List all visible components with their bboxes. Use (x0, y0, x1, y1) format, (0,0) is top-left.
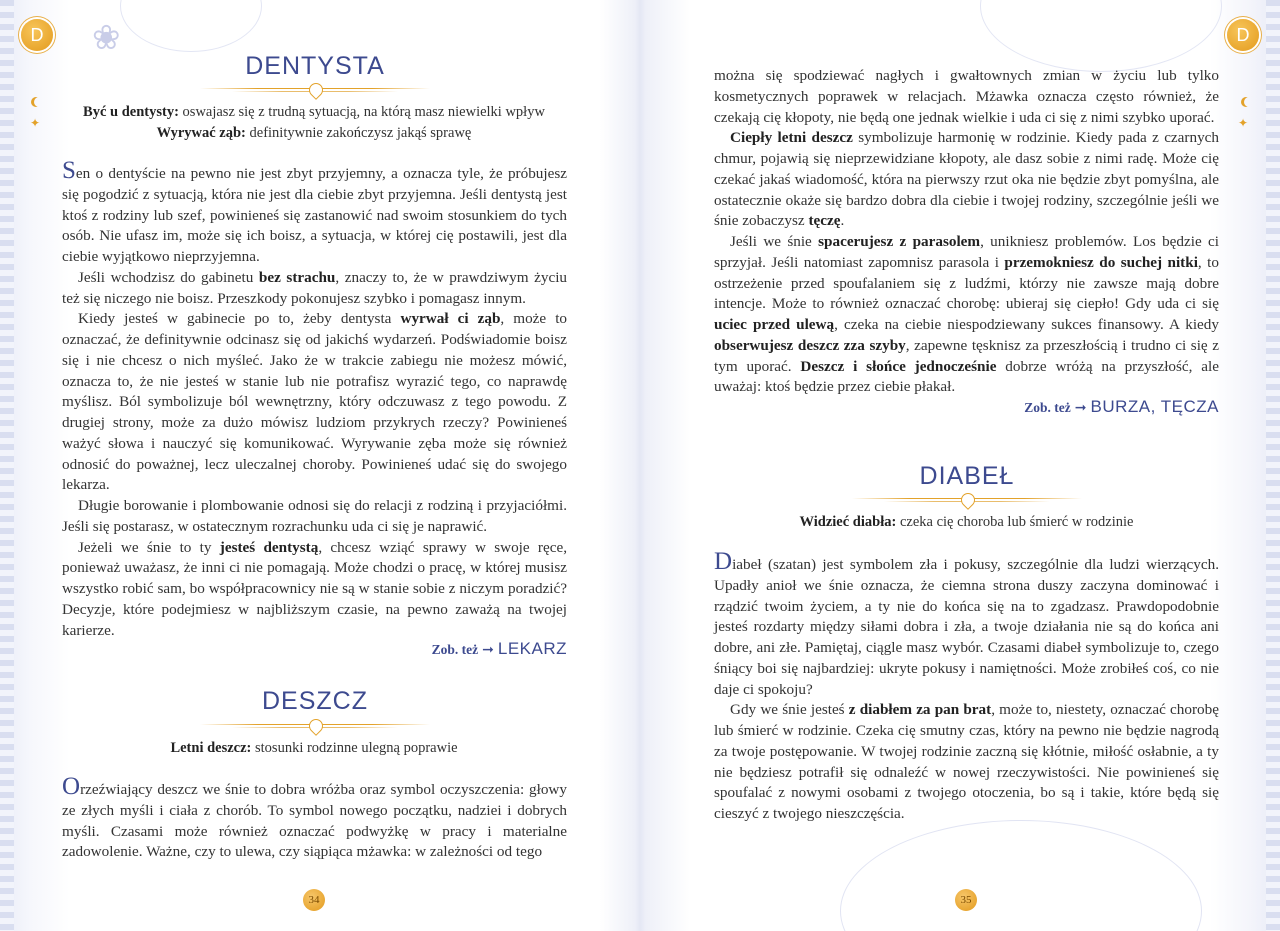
paragraph-text: symbolizuje harmonię w rodzinie. Kiedy pada z czarnych chmur, pojawią się nieprzewidziane kłopoty, ale dasz sobie z nimi radę. Może cię czekać jakaś wiadomość, która na pierwszy rzut oka nie będzie zbyt pomyślna, ale ostatecznie okaże się bardzo dobra dla ciebie i twojej rodziny, szczególnie jeśli we śnie zobaczysz (714, 129, 1219, 230)
paragraph-text: en o dentyście na pewno nie jest zbyt przyjemny, a oznacza tyle, że próbujesz się pogodzić z sytuacją, która nie jest dla ciebie zbyt przyjemna. Jeśli dentystą jest ktoś z rodziny lub szef, powinieneś się zastanowić nad swoim stosunkiem do tych osób. Nie ufasz im, może się ich boisz, a sytuacja, w której cię postawili, jest dla ciebie wyjątkowo nieprzyjemna. (62, 165, 567, 265)
paragraph (62, 538, 567, 642)
drop-cap: D (714, 548, 733, 575)
crescent-ornament-icon (34, 97, 44, 107)
see-also-dentysta (300, 639, 567, 659)
drop-cap: O (62, 773, 81, 800)
paragraph-text: , czeka na ciebie niespodziewany sukces finansowy. A kiedy (834, 316, 1219, 333)
swirl-ornament (840, 820, 1202, 931)
paragraph: Długie borowanie i plombowanie odnosi się do relacji z rodziną i przyjaciółmi. Jeśli się postarasz, w ostatecznym rozrachunku uda ci się je naprawić. (62, 497, 567, 535)
subtitle-meaning: oswajasz się z trudną sytuacją, na którą masz niewielki wpływ (178, 104, 545, 120)
paragraph-text: rzeźwiający deszcz we śnie to dobra wróżba oraz symbol oczyszczenia: głowy ze złych myśli i ciała z chorób. To symbol nowego początku, nadziei i dobrych myśli. Czasami może również oznaczać podwyżkę w pracy i materialne zadowolenie. Ważne, czy to ulewa, czy siąpiąca mżawka: w zależności od tego (62, 781, 567, 861)
flower-ornament-icon: ❀ (92, 20, 121, 57)
paragraph (714, 232, 1219, 398)
subtitle-meaning: stosunki rodzinne ulegną poprawie (251, 740, 458, 756)
entry-body-deszcz-continued (714, 66, 1219, 398)
paragraph: można się spodziewać nagłych i gwałtownych zmian w życiu lub tylko kosmetycznych poprawek w relacjach. Mżawka oznacza często również, że czekają cię kłopoty, nie będą one jednak wielkie i uda ci się z nimi szybko uporać. (714, 67, 1219, 126)
paragraph-text: , znaczy to, że w prawdziwym życiu też się niczego nie boisz. Przeszkody pokonujesz szybko i pomagasz innym. (62, 268, 568, 307)
see-also-deszcz (940, 397, 1219, 417)
paragraph-text: Kiedy jesteś w gabinecie po to, żeby dentysta (78, 310, 401, 328)
paragraph (62, 157, 567, 268)
entry-subtitles (714, 512, 1219, 533)
bold-phrase: tęczę (808, 212, 841, 230)
section-letter-badge: D (21, 19, 53, 51)
bold-phrase: obserwujesz deszcz zza szyby (714, 336, 906, 354)
paragraph-text: , może to, niestety, oznaczać chorobę lub śmierć w rodzinie. Czeka cię smutny czas, który na pewno nie będzie nagrodą za twoje postępowanie. W twojej rodzinie zaczną się kłótnie, miłość osłabnie, a ty nie będziesz potrafił się odnaleźć w nowej rzeczywistości. Nie powinieneś się spoufalać z nowymi osobami z twojego otoczenia, bo są i takie, które będą się cieszyć z twojego nieszczęścia. (714, 701, 1219, 822)
drop-cap: S (62, 157, 76, 184)
swirl-ornament (120, 0, 262, 52)
subtitle-term: Widzieć diabła: (799, 514, 897, 530)
entry-subtitles (62, 738, 566, 759)
swirl-ornament (980, 0, 1222, 72)
see-also-link[interactable]: BURZA, TĘCZA (1090, 397, 1219, 416)
star-ornament-icon: ✦ (30, 116, 41, 130)
paragraph-text: . (840, 212, 845, 230)
paragraph-text: , to ostrzeżenie przed spoufalaniem się z ludźmi, którzy nie zawsze mają dobre intencje. Może to również oznaczać chorobę: ubieraj się ciepło! Gdy uda ci się (714, 253, 1219, 313)
subtitle-term: Wyrywać ząb: (156, 125, 246, 141)
heading-divider (200, 720, 430, 730)
star-ornament-icon: ✦ (1238, 116, 1249, 130)
paragraph-text: Jeżeli we śnie to ty (78, 538, 220, 556)
bold-phrase: Deszcz i słońce jednocześnie (800, 357, 997, 375)
paragraph-text: iabeł (szatan) jest symbolem zła i pokusy, szczególnie dla ludzi wierzących. Upadły anioł we śnie oznacza, że ciemna strona duszy zaczyna dominować i rządzić twoim życiem, a ty nie do końca się na to zgadzasz. Prawdopodobnie jesteś rozdarty między siłami dobra i zła, a twoje działania nie są do końca ani dobre, ani złe. Pamiętaj, ciągle masz wybór. Czasami diabeł symbolizuje to, czego śniący boi się najbardziej: ukryte pokusy i namiętności. Może zrobiłeś coś, co nie daje ci spokoju? (714, 556, 1219, 698)
paragraph (714, 700, 1219, 825)
see-also-link[interactable]: LEKARZ (497, 639, 567, 658)
arrow-right-icon: ➞ (482, 643, 494, 658)
subtitle-term: Być u dentysty: (83, 104, 179, 120)
paragraph-text: , może to oznaczać, że definitywnie odcinasz się od jakichś wydarzeń. Podświadomie boisz się i nie chcesz o nich myśleć. Jako że w trakcie zabiegu nie możesz mówić, oznacza to, że nie jesteś w stanie lub nie potrafisz wyrazić tego, co naprawdę myślisz. Ból symbolizuje ból wewnętrzny, który odczuwasz z tego powodu. Z drugiej strony, może za dużo mówisz ludziom przykrych rzeczy? Powinieneś ważyć słowa i nauczyć się komunikować. Wyrywanie zęba może się również odnosić do poważnej, lecz uleczalnej choroby. Powinieneś udać się do swojego lekarza. (62, 310, 568, 494)
page-number: 34 (303, 889, 325, 911)
entry-body-dentysta (62, 157, 568, 641)
entry-heading-diabel: DIABEŁ (919, 462, 1015, 490)
paragraph-text: , chcesz wziąć sprawy w swoje ręce, ponieważ uważasz, że inni ci nie pomagają. Może chodzi o pracę, w której musisz wszystko robić sam, bo współpracownicy nie są w stanie sobie z niczym poradzić? Decyzje, które podejmiesz w najbliższym czasie, na pewno zaważą na twojej karierze. (62, 538, 567, 639)
entry-heading-deszcz: DESZCZ (262, 687, 368, 715)
paragraph (62, 268, 567, 310)
heading-divider (852, 494, 1082, 504)
paragraph-text: , unikniesz problemów. Los będzie ci sprzyjał. Jeśli natomiast zapomnisz parasola i (714, 233, 1219, 271)
paragraph-text: , zapewne tęsknisz za przeszłością i trudno ci się z tym uporać. (714, 336, 1220, 375)
paragraph (714, 128, 1219, 232)
heading-divider (200, 84, 430, 94)
subtitle-term: Letni deszcz: (170, 740, 252, 756)
see-also-label: Zob. też (1024, 400, 1071, 415)
paragraph-text: Jeśli we śnie (730, 233, 819, 250)
right-page (640, 0, 1280, 931)
entry-subtitles (62, 102, 566, 144)
paragraph (62, 309, 567, 496)
arrow-right-icon: ➞ (1074, 401, 1087, 416)
bold-phrase: bez strachu (258, 268, 336, 286)
entry-body-diabel (714, 548, 1219, 825)
paragraph-text: Gdy we śnie jesteś (730, 701, 849, 719)
paragraph-text: Jeśli wchodzisz do gabinetu (78, 268, 259, 286)
entry-heading-dentysta: DENTYSTA (245, 52, 385, 80)
bold-phrase: przemokniesz do suchej nitki (1004, 253, 1198, 271)
section-letter-badge: D (1227, 19, 1259, 51)
paragraph (62, 773, 567, 863)
paragraph (714, 548, 1219, 700)
subtitle-meaning: definitywnie zakończysz jakąś sprawę (245, 125, 472, 141)
subtitle-meaning: czeka cię choroba lub śmierć w rodzinie (896, 514, 1134, 530)
bold-phrase: Ciepły letni deszcz (730, 129, 853, 147)
paragraph-text: dobrze wróżą na przyszłość, ale uważaj: ktoś będzie przez ciebie płakał. (714, 357, 1219, 396)
crescent-ornament-icon (1244, 97, 1254, 107)
bold-phrase: jesteś dentystą (219, 538, 319, 556)
see-also-label: Zob. też (431, 642, 479, 657)
bold-phrase: spacerujesz z parasolem (818, 233, 981, 250)
page-number: 35 (955, 889, 977, 911)
bold-phrase: wyrwał ci ząb (400, 310, 501, 328)
entry-body-deszcz (62, 773, 567, 863)
bold-phrase: z diabłem za pan brat (848, 701, 992, 719)
bold-phrase: uciec przed ulewą (714, 316, 835, 333)
